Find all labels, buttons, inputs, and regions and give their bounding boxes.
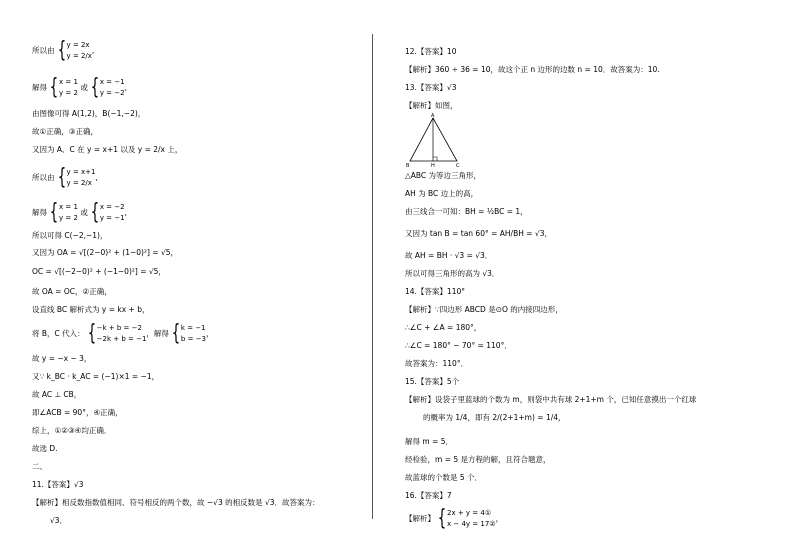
text-line: 经检验，m = 5 是方程的解，且符合题意，: [405, 455, 551, 464]
answer-12: 12.【答案】10: [405, 47, 457, 56]
column-divider: [372, 34, 373, 519]
vertex-label-a: A: [431, 113, 435, 119]
analysis-11: 【解析】相反数指数值相同、符号相反的两个数，故 −√3 的相反数是 √3．故答案为：: [32, 498, 320, 507]
analysis-11-cont: √3．: [50, 516, 68, 525]
answer-13: 13.【答案】√3: [405, 83, 457, 92]
answer-14: 14.【答案】110°: [405, 287, 465, 296]
text-line: 故 y = −x − 3，: [32, 354, 92, 363]
answer-16: 16.【答案】7: [405, 491, 452, 500]
text-line: 即∠ACB = 90°，④正确，: [32, 408, 123, 417]
text-line: 故选 D.: [32, 444, 58, 453]
text-line: 又因为 OA = √[(2−0)² + (1−0)²] = √5，: [32, 248, 178, 257]
vertex-label-h: H: [431, 163, 435, 168]
analysis-13: 【解析】如图，: [405, 101, 458, 110]
text-line: OC = √[(−2−0)² + (−1−0)²] = √5，: [32, 267, 166, 276]
solution-line-1: 解得 {x = 1 y = 2 或 {x = −1 y = −2,: [32, 75, 127, 100]
text-line: 由图像可得 A(1,2)，B(−1,−2)，: [32, 109, 146, 118]
text-line: 所以可得 C(−2,−1)，: [32, 231, 108, 240]
text-line: 由三线合一可知：BH = ½BC = 1，: [405, 207, 528, 216]
text-line: 故 OA = OC，②正确，: [32, 287, 112, 296]
vertex-label-c: C: [456, 163, 460, 168]
section-heading: 二、: [32, 462, 47, 471]
text-line: 又因为 A、C 在 y = x+1 以及 y = 2/x 上，: [32, 145, 183, 154]
equation-system: y = 2x y = 2/x: [66, 41, 92, 60]
text-line: 又∵ k_BC · k_AC = (−1)×1 = −1，: [32, 372, 160, 381]
system-line-1: 所以由 {y = 2x y = 2/x,: [32, 38, 95, 63]
system-line-2: 所以由 {y = x+1 y = 2/x,: [32, 165, 98, 190]
text-line: 所以可得三角形的高为 √3．: [405, 269, 500, 278]
text-line: 故①正确，③正确，: [32, 127, 98, 136]
triangle-figure: [405, 112, 465, 168]
answer-11: 11.【答案】√3: [32, 480, 84, 489]
text-line: 综上，①②③④均正确．: [32, 426, 112, 435]
text-line: △ABC 为等边三角形，: [405, 171, 482, 180]
system-line-3: 将 B，C 代入： {−k + b = −2 −2k + b = −1，解得 {k = −1 b = −3，: [32, 321, 214, 346]
analysis-12: 【解析】360 ÷ 36 = 10，故这个正 n 边形的边数 n = 10．故答案为：10.: [405, 65, 660, 74]
text-line: 解得 m = 5．: [405, 437, 454, 446]
text-line: AH 为 BC 边上的高，: [405, 189, 479, 198]
analysis-15-cont: 的概率为 1/4，即有 2/(2+1+m) = 1/4，: [423, 413, 566, 422]
analysis-14: 【解析】∵四边形 ABCD 是⊙O 的内接四边形，: [405, 305, 563, 314]
solution-line-2: 解得 {x = 1 y = 2 或 {x = −2 y = −1,: [32, 200, 127, 225]
text-line: 故 AH = BH · √3 = √3．: [405, 251, 493, 260]
vertex-label-b: B: [406, 163, 410, 168]
answer-15: 15.【答案】5个: [405, 377, 460, 386]
analysis-16: 【解析】 {2x + y = 4① x − 4y = 17②，: [405, 506, 504, 531]
text-line: 设直线 BC 解析式为 y = kx + b，: [32, 305, 150, 314]
text-line: 故蓝球的个数是 5 个．: [405, 473, 483, 482]
analysis-15: 【解析】设袋子里蓝球的个数为 m，则袋中共有球 2+1+m 个，已知任意摸出一个红球: [405, 395, 697, 404]
text-line: ∴∠C + ∠A = 180°，: [405, 323, 482, 332]
text-line: 故 AC ⊥ CB，: [32, 390, 82, 399]
text-line: 故答案为：110°．: [405, 359, 469, 368]
text-line: ∴∠C = 180° − 70° = 110°．: [405, 341, 512, 350]
text-line: 又因为 tan B = tan 60° = AH/BH = √3，: [405, 229, 552, 238]
